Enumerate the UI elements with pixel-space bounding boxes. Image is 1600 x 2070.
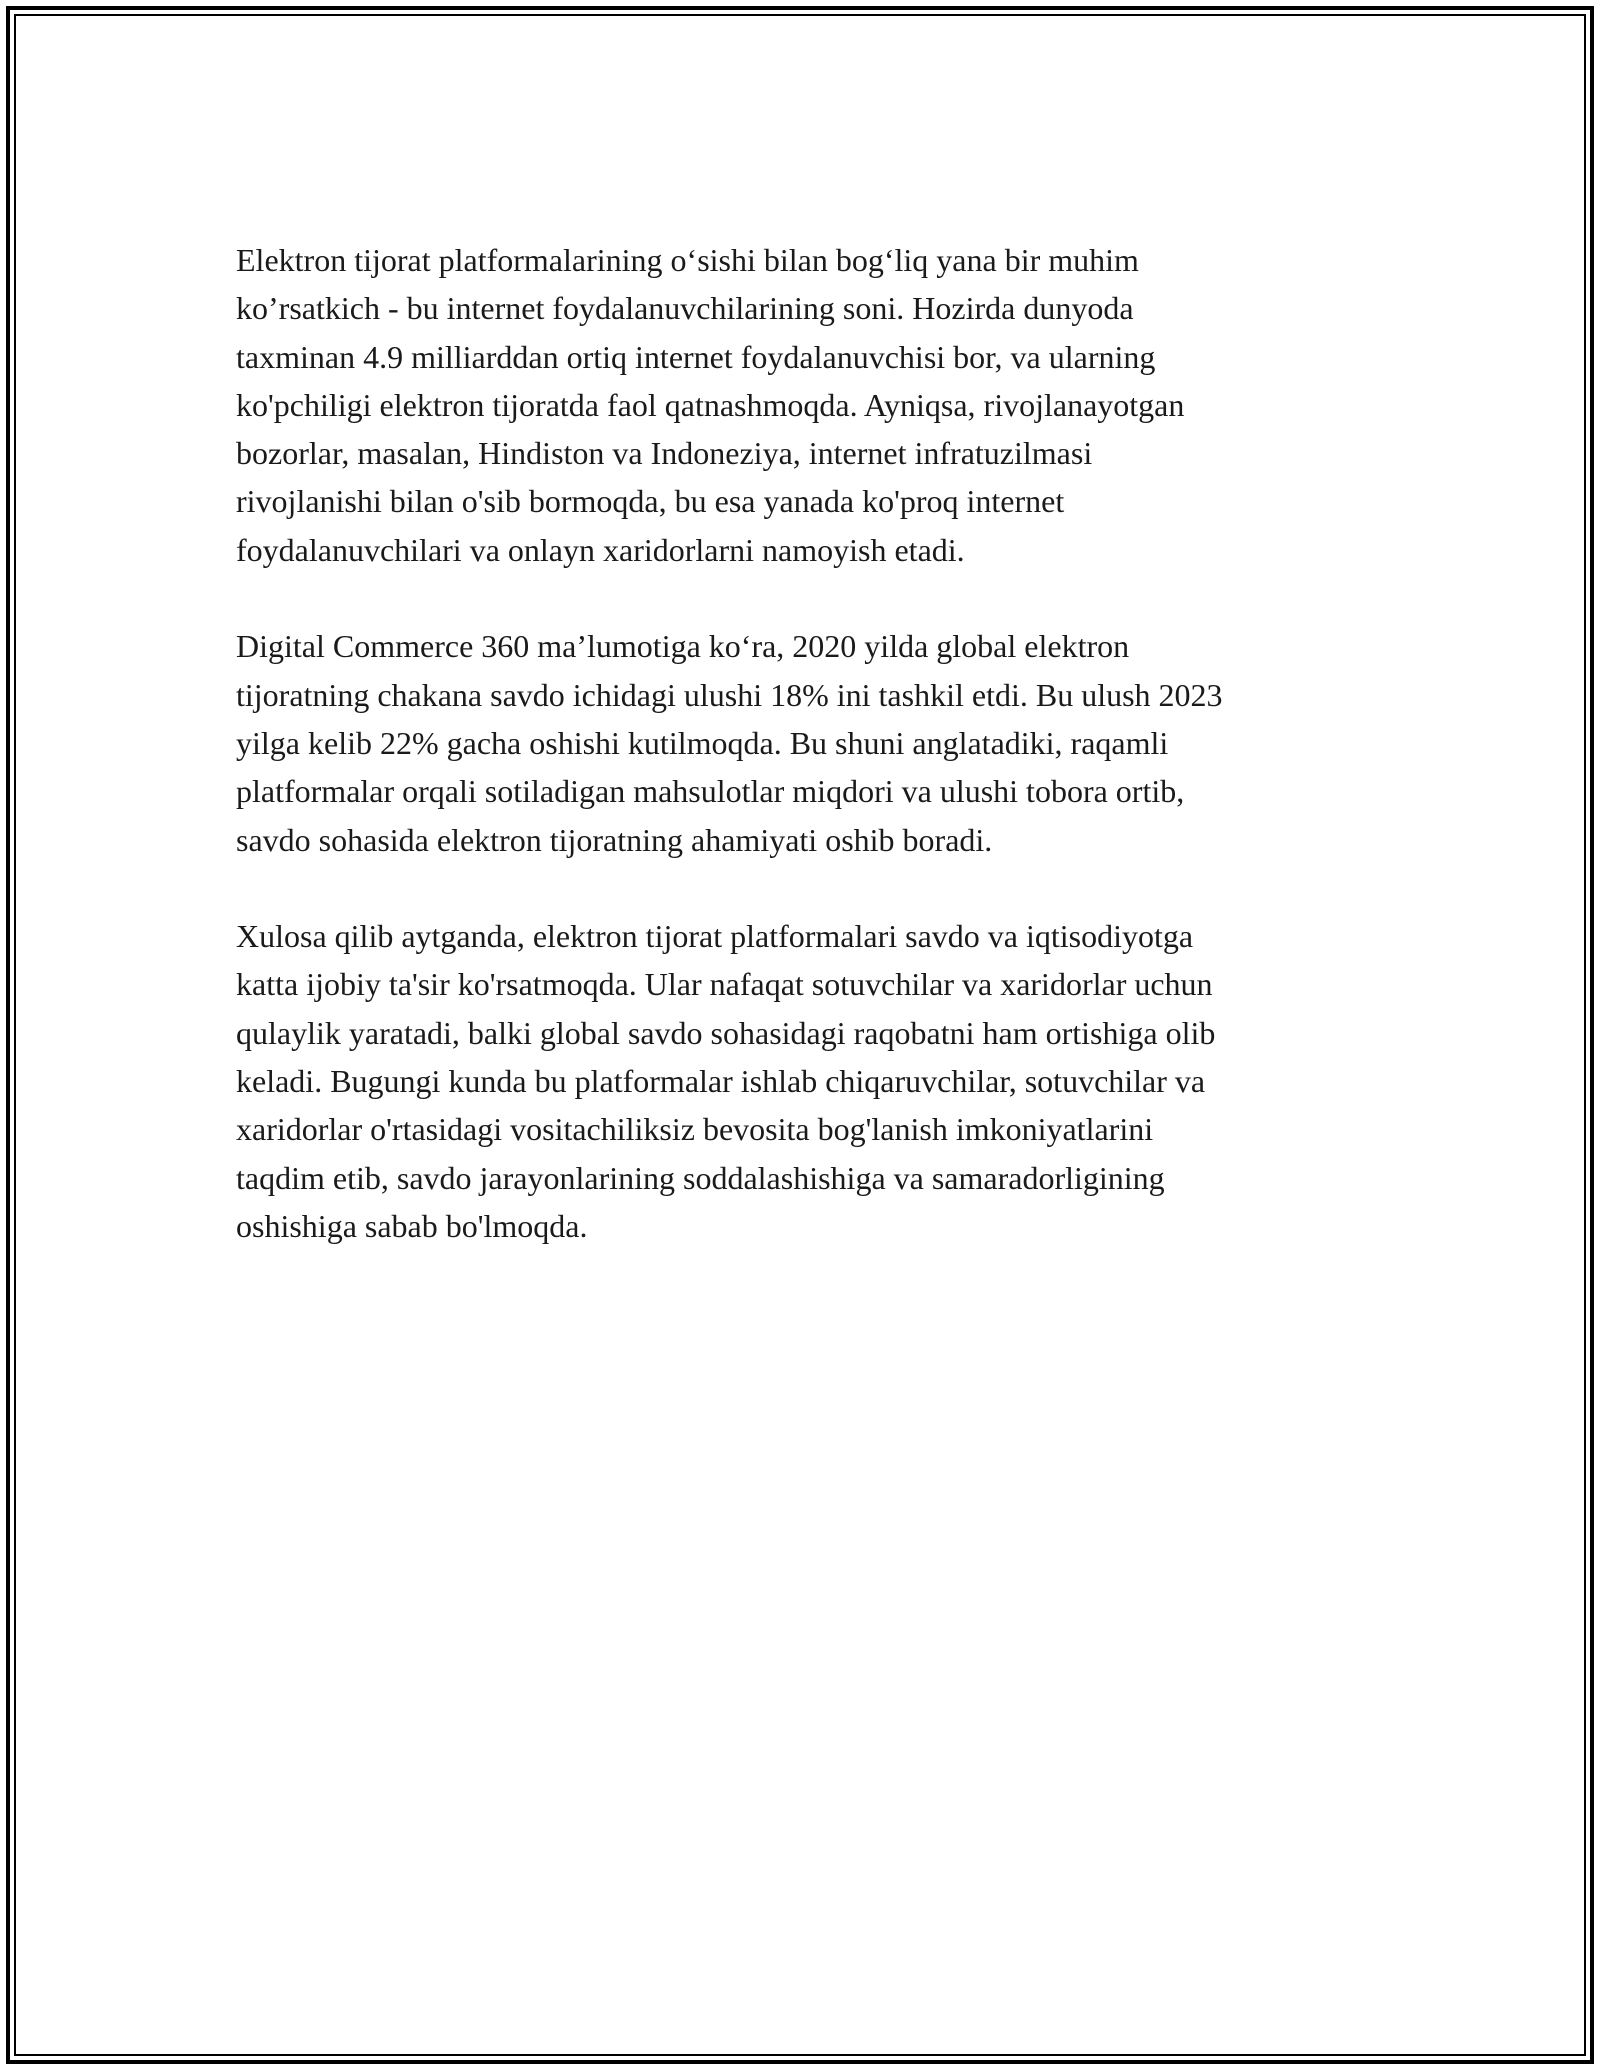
text-line: qulaylik yaratadi, balki global savdo sohasidagi raqobatni ham ortishiga olib (236, 1014, 1216, 1051)
text-line: platformalar orqali sotiladigan mahsulotlar miqdori va ulushi tobora ortib, (236, 773, 1185, 810)
text-line: ko’rsatkich - bu internet foydalanuvchilarining soni. Hozirda dunyoda (236, 290, 1134, 327)
text-line: savdo sohasida elektron tijoratning ahamiyati oshib boradi. (236, 821, 993, 858)
text-line: rivojlanishi bilan o'sib bormoqda, bu esa yanada ko'proq internet (236, 483, 1065, 520)
text-line: keladi. Bugungi kunda bu platformalar ishlab chiqaruvchilar, sotuvchilar va (236, 1063, 1206, 1100)
paragraph-internet-users (236, 236, 1386, 574)
text-line: foydalanuvchilari va onlayn xaridorlarni namoyish etadi. (236, 531, 965, 568)
text-line: yilga kelib 22% gacha oshishi kutilmoqda. Bu shuni anglatadiki, raqamli (236, 724, 1169, 761)
document-body (236, 236, 1386, 1299)
text-line: tijoratning chakana savdo ichidagi ulushi 18% ini tashkil etdi. Bu ulush 2023 (236, 676, 1223, 713)
text-line: xaridorlar o'rtasidagi vositachiliksiz bevosita bog'lanish imkoniyatlarini (236, 1111, 1154, 1148)
text-line: katta ijobiy ta'sir ko'rsatmoqda. Ular nafaqat sotuvchilar va xaridorlar uchun (236, 966, 1213, 1003)
text-line: taxminan 4.9 milliarddan ortiq internet foydalanuvchisi bor, va ularning (236, 338, 1156, 375)
paragraph-digital-commerce (236, 622, 1386, 863)
paragraph-conclusion (236, 912, 1386, 1250)
text-line: Digital Commerce 360 ma’lumotiga ko‘ra, 2020 yilda global elektron (236, 628, 1130, 665)
text-line: Xulosa qilib aytganda, elektron tijorat platformalari savdo va iqtisodiyotga (236, 918, 1194, 955)
text-line: ko'pchiligi elektron tijoratda faol qatnashmoqda. Ayniqsa, rivojlanayotgan (236, 386, 1185, 423)
text-line: bozorlar, masalan, Hindiston va Indoneziya, internet infratuzilmasi (236, 435, 1093, 472)
text-line: taqdim etib, savdo jarayonlarining soddalashishiga va samaradorligining (236, 1159, 1165, 1196)
text-line: Elektron tijorat platformalarining o‘sishi bilan bog‘liq yana bir muhim (236, 242, 1139, 278)
text-line: oshishiga sabab bo'lmoqda. (236, 1207, 588, 1244)
